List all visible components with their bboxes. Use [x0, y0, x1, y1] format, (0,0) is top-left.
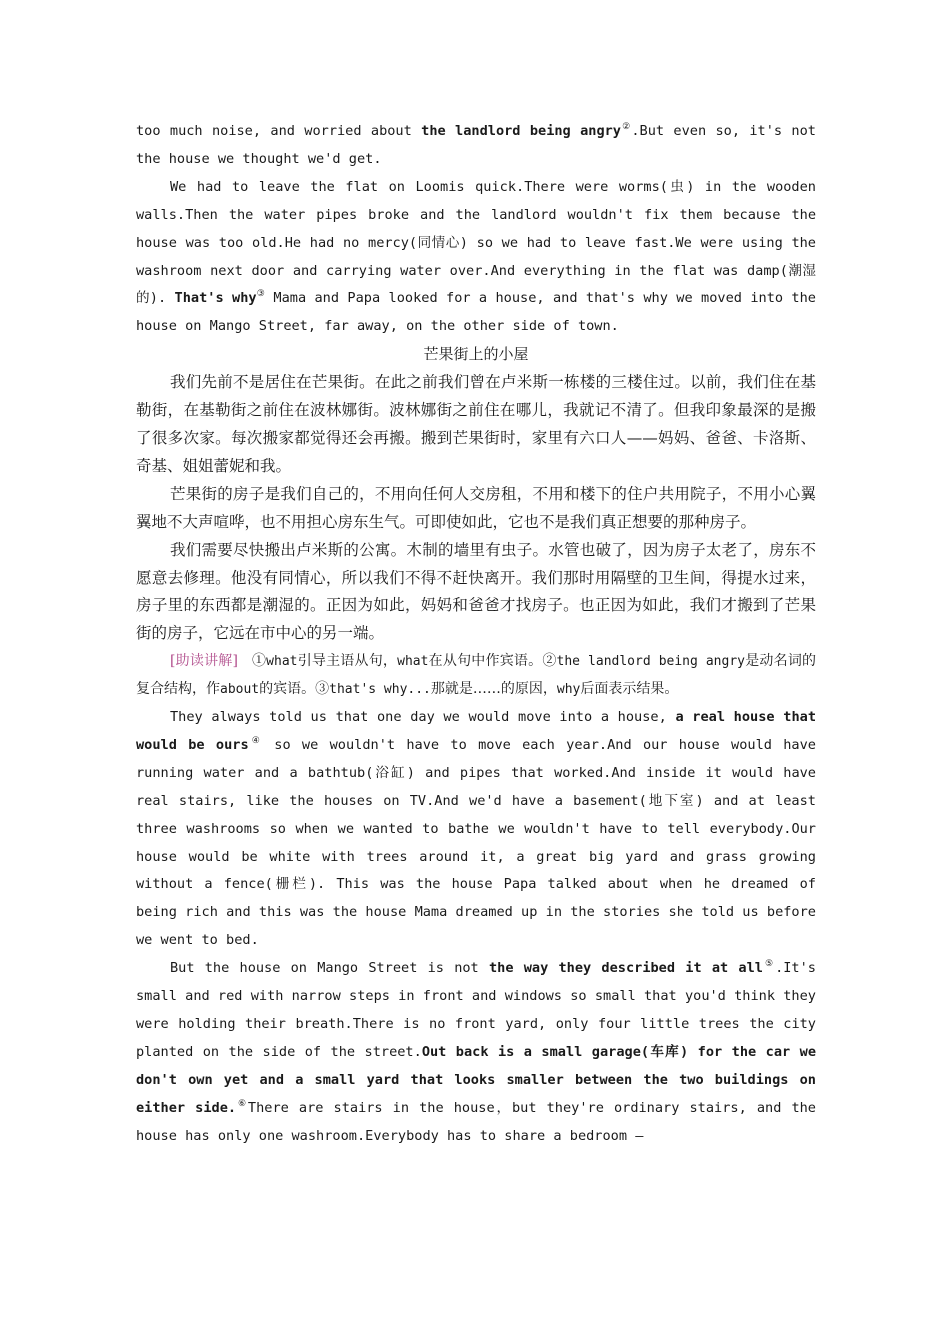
- reading-notes: [136, 648, 816, 704]
- bold-phrase: the landlord being angry: [421, 123, 621, 139]
- document-page: [136, 118, 816, 1151]
- text: too much noise, and worried about: [136, 123, 422, 139]
- text: .It's small and red with narrow steps in front and windows so small that you'd think they were holding their breath.There is no front yard, only four little trees the city planted on the side of the street.: [136, 960, 816, 1060]
- note-text: 引导主语从句，: [297, 653, 398, 670]
- note-term: what: [397, 654, 429, 670]
- translation-title: 芒果街上的小屋: [423, 345, 529, 364]
- paragraph-3: [136, 704, 816, 955]
- bold-phrase: Out back is a small garage(车库) for the car we don't own yet and a small yard that looks smaller between the two buildings on either side.: [136, 1043, 817, 1116]
- bold-phrase: That's why: [174, 290, 257, 307]
- paragraph-2: [136, 174, 816, 341]
- text: .But even so, it's not the house we thought we'd get.: [136, 123, 816, 167]
- footnote-marker: ④: [248, 735, 263, 746]
- note-term: the landlord being angry: [556, 654, 745, 670]
- note-text: 的宾语。③: [259, 681, 330, 698]
- footnote-marker: ③: [256, 289, 266, 300]
- paragraph-4: [136, 955, 816, 1150]
- translation-paragraph-3: 我们需要尽快搬出卢米斯的公寓。木制的墙里有虫子。水管也破了，因为房子太老了，房东不愿意去修理。他没有同情心，所以我们不得不赶快离开。我们那时用隔壁的卫生间，得提水过来，房子里的东西都是潮湿的。正因为如此，妈妈和爸爸才找房子。也正因为如此，我们才搬到了芒果街的房子，它远在市中心的另一端。: [136, 540, 816, 643]
- note-term: what: [266, 654, 298, 670]
- text: so we wouldn't have to move each year.And our house would have running water and a bathtub(浴缸) and pipes that worked.And inside it would have real stairs, like the houses on TV.And we'd have a basement(地下室) and at least three washrooms so when we wanted to bathe we wouldn't have to tell everybody.Our house would be white with trees around it, a great big yard and grass growing without a fence(栅栏). This was the house Papa talked about when he dreamed of being rich and this was the house Mama dreamed up in the stories she told us before we went to bed.: [136, 736, 816, 949]
- translation-paragraph-2: 芒果街的房子是我们自己的，不用向任何人交房租，不用和楼下的住户共用院子，不用小心翼翼地不大声喧哗，也不用担心房东生气。可即使如此，它也不是我们真正想要的那种房子。: [136, 484, 816, 531]
- text: Mama and Papa looked for a house, and that's why we moved into the house on Mango Street, far away, on the other side of town.: [136, 290, 816, 335]
- note-term: that's why...: [329, 682, 431, 698]
- paragraph-1: [136, 118, 816, 174]
- note-text: 那就是……的原因，: [430, 681, 557, 698]
- note-term: why: [556, 682, 581, 698]
- footnote-marker: ⑥: [236, 1098, 248, 1109]
- notes-label: [助读讲解]: [170, 653, 238, 670]
- note-term: about: [220, 682, 260, 698]
- translation-paragraph-1: 我们先前不是居住在芒果街。在此之前我们曾在卢米斯一栋楼的三楼住过。以前，我们住在基勒街，在基勒街之前住在波林娜街。波林娜街之前住在哪儿，我就记不清了。但我印象最深的是搬了很多次家。每次搬家都觉得还会再搬。搬到芒果街时，家里有六口人——妈妈、爸爸、卡洛斯、奇基、姐姐蕾妮和我。: [136, 373, 816, 475]
- footnote-marker: ②: [621, 122, 632, 132]
- text: There are stairs in the house，but they're ordinary stairs, and the house has only one washroom.Everybody has to share a bedroom —: [136, 1099, 816, 1144]
- text: We had to leave the flat on Loomis quick.There were worms(虫) in the wooden walls.Then the water pipes broke and the landlord wouldn't fix them because the house was too old.He had no mercy(同情心) so we had to leave fast.We were using the washroom next door and carrying water over.And everything in the flat was damp(潮湿的).: [136, 178, 816, 307]
- note-text: 后面表示结果。: [580, 681, 679, 698]
- note-text: 是动名词的复合结构，作: [136, 653, 817, 698]
- text: But the house on Mango Street is not: [170, 960, 489, 977]
- footnote-marker: ⑤: [762, 959, 776, 970]
- note-text: 在从句中作宾语。②: [428, 653, 557, 670]
- bold-phrase: the way they described it at all: [488, 960, 763, 977]
- bold-phrase: a real house that would be ours: [136, 709, 816, 753]
- text: They always told us that one day we would move into a house,: [170, 709, 676, 726]
- note-number: ①: [251, 653, 267, 670]
